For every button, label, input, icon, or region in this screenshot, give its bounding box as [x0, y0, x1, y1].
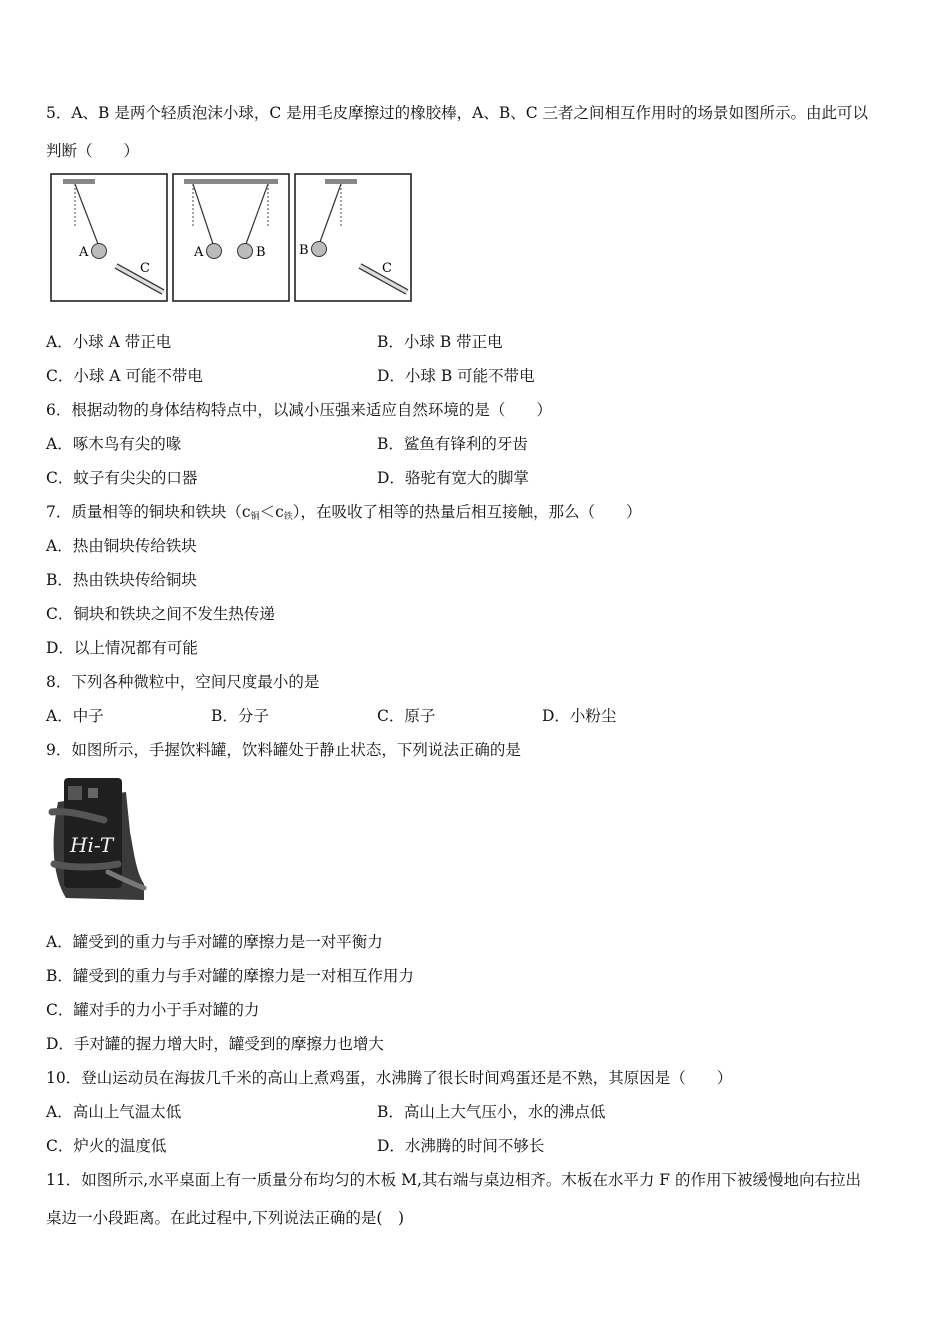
q8-stem: 8．下列各种微粒中，空间尺度最小的是 [46, 673, 320, 691]
q11-stem-line2: 桌边一小段距离。在此过程中,下列说法正确的是( ) [46, 1209, 405, 1227]
q5-option-d[interactable]: D．小球 B 可能不带电 [377, 367, 535, 385]
q9-can-figure [48, 772, 148, 904]
q10-option-b[interactable]: B．高山上大气压小，水的沸点低 [377, 1103, 606, 1121]
q10-stem: 10．登山运动员在海拔几千米的高山上煮鸡蛋，水沸腾了很长时间鸡蛋还是不熟，其原因是（ ） [46, 1069, 733, 1087]
q5-option-c[interactable]: C．小球 A 可能不带电 [46, 367, 203, 385]
q5-panel-3-ceiling [325, 179, 357, 184]
q6-option-c[interactable]: C．蚊子有尖尖的口器 [46, 469, 198, 487]
q7-option-a[interactable]: A．热由铜块传给铁块 [46, 537, 197, 555]
q6-option-a[interactable]: A．啄木鸟有尖的喙 [46, 435, 182, 453]
q5-label-c-3: C [382, 261, 392, 276]
q5-stem-line2: 判断（ ） [46, 142, 140, 160]
q5-panel-1-ceiling [63, 179, 95, 184]
q7-stem-after: ），在吸收了相等的热量后相互接触，那么（ ） [292, 503, 642, 521]
q7-sub-copper: 铜 [250, 512, 260, 522]
q5-label-a-1: A [79, 245, 89, 260]
q5-label-b-2: B [256, 245, 266, 260]
q7-sub-iron: 铁 [283, 512, 293, 522]
q7-stem-before: 7．质量相等的铜块和铁块（c [46, 503, 251, 521]
q5-ball-a-1 [92, 244, 107, 259]
q10-option-c[interactable]: C．炉火的温度低 [46, 1137, 167, 1155]
q7-lt: ＜c [259, 503, 284, 521]
q8-option-d[interactable]: D．小粉尘 [542, 707, 617, 725]
q10-option-d[interactable]: D．水沸腾的时间不够长 [377, 1137, 545, 1155]
q5-ball-a-2 [207, 244, 222, 259]
q7-stem [46, 501, 642, 528]
q5-label-b-3: B [299, 243, 309, 258]
q7-option-c[interactable]: C．铜块和铁块之间不发生热传递 [46, 605, 275, 623]
q10-option-a[interactable]: A．高山上气温太低 [46, 1103, 182, 1121]
q5-ball-b-2 [238, 244, 253, 259]
q5-panel-2 [173, 174, 289, 301]
q5-label-a-2: A [194, 245, 204, 260]
q5-ball-b-3 [312, 242, 327, 257]
q8-option-b[interactable]: B．分子 [211, 707, 269, 725]
q8-option-a[interactable]: A．中子 [46, 707, 104, 725]
q9-option-c[interactable]: C．罐对手的力小于手对罐的力 [46, 1001, 260, 1019]
q11-stem-line1: 11．如图所示,水平桌面上有一质量分布均匀的木板 M,其右端与桌边相齐。木板在水平力 F 的作用下被缓慢地向右拉出 [46, 1171, 861, 1189]
q7-option-b[interactable]: B．热由铁块传给铜块 [46, 571, 197, 589]
q5-panel-2-ceiling [184, 179, 278, 184]
q5-figure [48, 172, 414, 304]
q9-option-a[interactable]: A．罐受到的重力与手对罐的摩擦力是一对平衡力 [46, 933, 383, 951]
q9-can-text: Hi-T [70, 833, 114, 857]
q8-option-c[interactable]: C．原子 [377, 707, 436, 725]
q6-stem: 6．根据动物的身体结构特点中，以减小压强来适应自然环境的是（ ） [46, 401, 552, 419]
q5-label-c-1: C [140, 261, 150, 276]
q9-option-b[interactable]: B．罐受到的重力与手对罐的摩擦力是一对相互作用力 [46, 967, 414, 985]
q6-option-b[interactable]: B．鲨鱼有锋利的牙齿 [377, 435, 528, 453]
q6-option-d[interactable]: D．骆驼有宽大的脚掌 [377, 469, 529, 487]
q5-option-a[interactable]: A．小球 A 带正电 [46, 333, 172, 351]
q9-stem: 9．如图所示，手握饮料罐，饮料罐处于静止状态，下列说法正确的是 [46, 741, 521, 759]
q7-option-d[interactable]: D．以上情况都有可能 [46, 639, 198, 657]
q5-stem-line1: 5．A、B 是两个轻质泡沫小球，C 是用毛皮摩擦过的橡胶棒，A、B、C 三者之间相互作用时的场景如图所示。由此可以 [46, 104, 869, 122]
q9-option-d[interactable]: D．手对罐的握力增大时，罐受到的摩擦力也增大 [46, 1035, 384, 1053]
q5-option-b[interactable]: B．小球 B 带正电 [377, 333, 503, 351]
